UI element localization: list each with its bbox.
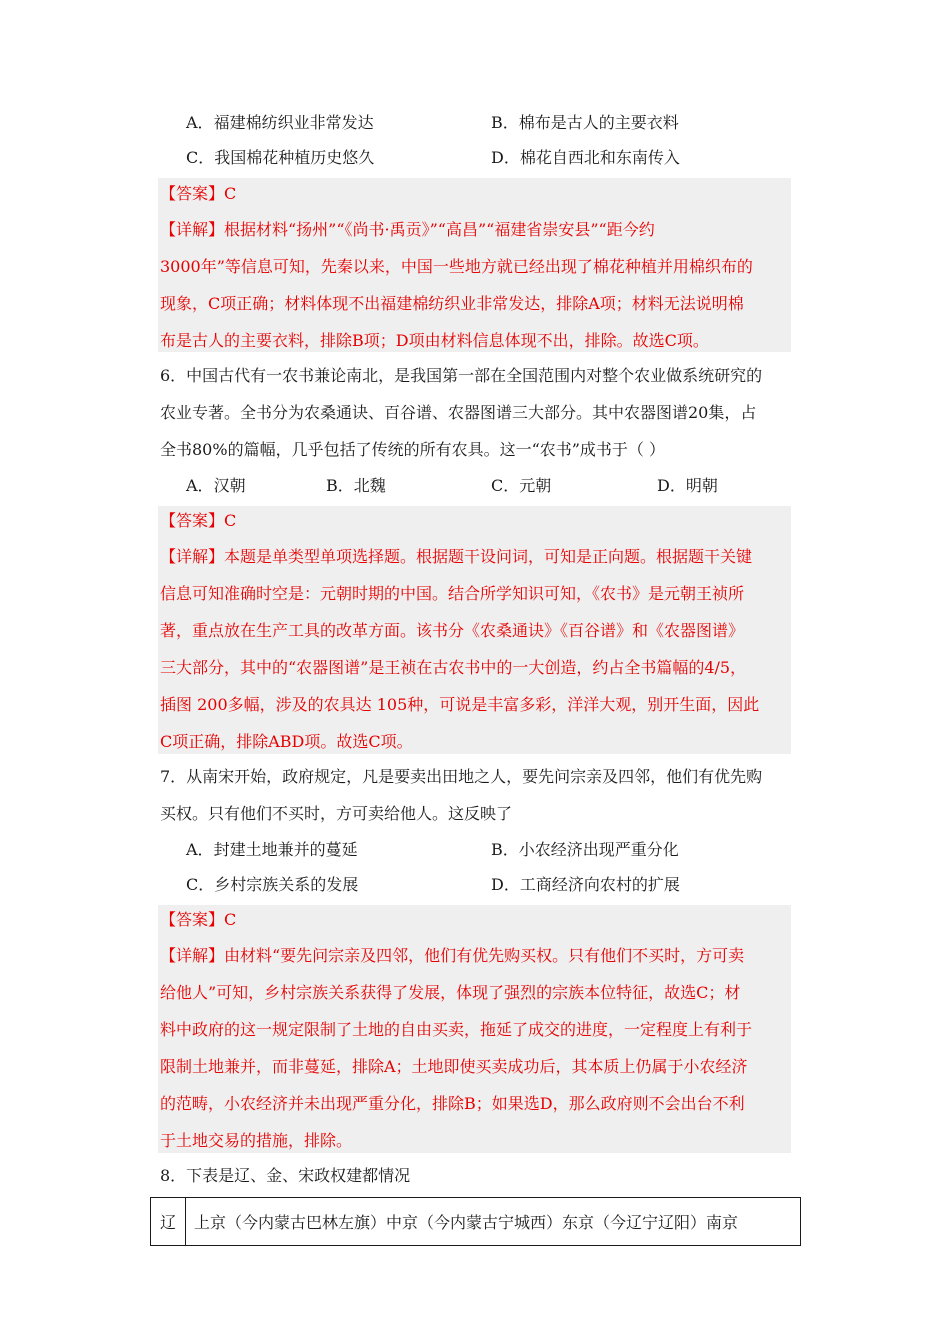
table-row <box>151 1198 801 1246</box>
option-letter: A． <box>186 840 214 859</box>
q5-option-b[interactable] <box>491 113 679 133</box>
option-text: 元朝 <box>519 476 552 495</box>
q6-detail-line-3: 著，重点放在生产工具的改革方面。该书分《农桑通诀》《百谷谱》和《农器图谱》 <box>160 621 745 640</box>
option-letter: A． <box>186 113 214 132</box>
q7-detail-line-6: 于土地交易的措施，排除。 <box>160 1131 353 1150</box>
q7-stem-line-1: 7．从南宋开始，政府规定，凡是要卖出田地之人，要先问宗亲及四邻，他们有优先购 <box>160 767 763 786</box>
q6-detail-line-1: 【详解】本题是单类型单项选择题。根据题干设问词，可知是正向题。根据题干关键 <box>160 547 753 566</box>
q8-stem: 8．下表是辽、金、宋政权建都情况 <box>160 1166 411 1185</box>
q6-option-d[interactable] <box>657 476 718 496</box>
q7-detail-line-2: 给他人”可知，乡村宗族关系获得了发展，体现了强烈的宗族本位特征，故选C；材 <box>160 983 741 1002</box>
q6-detail-line-4: 三大部分，其中的“农器图谱”是王祯在古农书中的一大创造，约占全书篇幅的4/5， <box>160 658 747 677</box>
option-letter: B． <box>491 840 519 859</box>
option-letter: D． <box>491 875 520 894</box>
q6-stem-line-3: 全书80%的篇幅，几乎包括了传统的所有农具。这一“农书”成书于（ ） <box>160 440 666 459</box>
option-text: 汉朝 <box>213 476 246 495</box>
q6-stem-line-2: 农业专著。全书分为农桑通诀、百谷谱、农器图谱三大部分。其中农器图谱20集，占 <box>160 403 757 422</box>
q5-option-c[interactable] <box>186 148 374 168</box>
q7-detail-line-3: 料中政府的这一规定限制了土地的自由买卖，拖延了成交的进度，一定程度上有利于 <box>160 1020 753 1039</box>
option-letter: A． <box>186 476 214 495</box>
q6-option-b[interactable] <box>326 476 386 496</box>
option-letter: D． <box>491 148 520 167</box>
q7-option-a[interactable] <box>186 840 358 860</box>
option-text: 我国棉花种植历史悠久 <box>214 148 375 167</box>
q6-detail-line-5: 插图 200多幅，涉及的农具达 105种，可说是丰富多彩，洋洋大观，别开生面，因此 <box>160 695 760 714</box>
option-text: 福建棉纺织业非常发达 <box>213 113 374 132</box>
q7-detail-line-1: 【详解】由材料“要先问宗亲及四邻，他们有优先购买权。只有他们不买时，方可卖 <box>160 946 745 965</box>
q6-stem-line-1: 6．中国古代有一农书兼论南北，是我国第一部在全国范围内对整个农业做系统研究的 <box>160 366 763 385</box>
option-text: 棉花自西北和东南传入 <box>519 148 680 167</box>
option-text: 工商经济向农村的扩展 <box>519 875 680 894</box>
option-text: 乡村宗族关系的发展 <box>214 875 359 894</box>
q6-detail-line-6: C项正确，排除ABD项。故选C项。 <box>160 732 413 751</box>
q7-detail-line-4: 限制土地兼并，而非蔓延，排除A；土地即使买卖成功后，其本质上仍属于小农经济 <box>160 1057 748 1076</box>
q7-option-c[interactable] <box>186 875 358 895</box>
q5-detail-line-4: 布是古人的主要衣料，排除B项；D项由材料信息体现不出，排除。故选C项。 <box>160 331 709 350</box>
q6-answer: 【答案】C <box>160 511 237 530</box>
q7-detail-line-5: 的范畴，小农经济并未出现严重分化，排除B；如果选D，那么政府则不会出台不利 <box>160 1094 745 1113</box>
q5-detail-line-1: 【详解】根据材料“扬州”“《尚书·禹贡》”“高昌”“福建省崇安县”“距今约 <box>160 220 655 239</box>
q5-option-d[interactable] <box>491 148 680 168</box>
q7-stem-line-2: 买权。只有他们不买时，方可卖给他人。这反映了 <box>160 804 513 823</box>
option-text: 棉布是古人的主要衣料 <box>518 113 679 132</box>
capitals-table <box>150 1197 801 1246</box>
option-letter: B． <box>491 113 519 132</box>
q7-answer: 【答案】C <box>160 910 237 929</box>
option-letter: C． <box>186 148 215 167</box>
q5-option-a[interactable] <box>186 113 374 133</box>
q6-detail-line-2: 信息可知准确时空是：元朝时期的中国。结合所学知识可知，《农书》是元朝王祯所 <box>160 584 745 603</box>
q6-option-c[interactable] <box>491 476 551 496</box>
option-text: 北魏 <box>353 476 386 495</box>
q6-option-a[interactable] <box>186 476 246 496</box>
option-letter: C． <box>186 875 215 894</box>
q5-detail-line-3: 现象，C项正确；材料体现不出福建棉纺织业非常发达，排除A项；材料无法说明棉 <box>160 294 744 313</box>
table-row-label: 辽 <box>151 1198 186 1246</box>
option-text: 封建土地兼并的蔓延 <box>213 840 358 859</box>
q5-detail-line-2: 3000年”等信息可知，先秦以来，中国一些地方就已经出现了棉花种植并用棉织布的 <box>160 257 753 276</box>
option-letter: C． <box>491 476 520 495</box>
q7-option-d[interactable] <box>491 875 680 895</box>
q5-answer: 【答案】C <box>160 184 237 203</box>
option-text: 明朝 <box>685 476 718 495</box>
option-letter: B． <box>326 476 354 495</box>
option-text: 小农经济出现严重分化 <box>518 840 679 859</box>
option-letter: D． <box>657 476 686 495</box>
q7-option-b[interactable] <box>491 840 679 860</box>
table-row-text: 上京（今内蒙古巴林左旗）中京（今内蒙古宁城西）东京（今辽宁辽阳）南京 <box>186 1198 801 1246</box>
